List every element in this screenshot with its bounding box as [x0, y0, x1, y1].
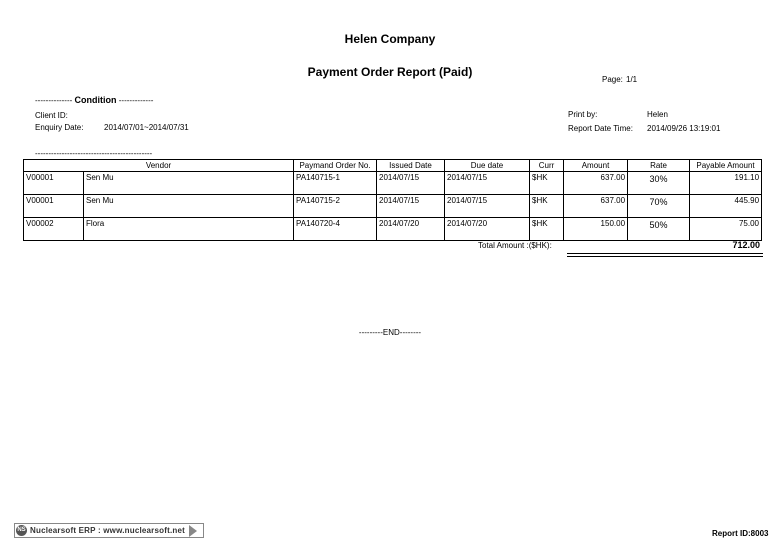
enquiry-date-value: 2014/07/01~2014/07/31: [104, 123, 189, 132]
report-title: Payment Order Report (Paid): [307, 65, 473, 79]
due-date: 2014/07/20: [445, 218, 530, 241]
vendor-name: Sen Mu: [84, 172, 294, 195]
vendor-name: Sen Mu: [84, 195, 294, 218]
page-label: Page:: [602, 75, 623, 84]
col-amount: Amount: [564, 160, 628, 172]
page-number: 1/1: [626, 75, 638, 84]
rate: 70%: [628, 195, 690, 218]
currency: $HK: [530, 195, 564, 218]
total-double-underline: [567, 253, 763, 257]
report-id: Report ID:8003: [712, 529, 769, 538]
condition-dashes-right: -------------: [118, 96, 154, 105]
condition-heading: [35, 95, 153, 105]
col-due-date: Due date: [445, 160, 530, 172]
col-rate: Rate: [628, 160, 690, 172]
col-order-no: Paymand Order No.: [294, 160, 377, 172]
arrow-tail-icon: [189, 525, 197, 537]
nuclearsoft-logo-banner: [14, 523, 204, 538]
total-amount-label: Total Amount :($HK):: [478, 241, 552, 250]
table-header-row: [24, 160, 762, 172]
rate: 30%: [628, 172, 690, 195]
issued-date: 2014/07/15: [377, 172, 445, 195]
due-date: 2014/07/15: [445, 172, 530, 195]
order-no: PA140715-1: [294, 172, 377, 195]
payment-table: [23, 159, 762, 241]
table-row: [24, 195, 762, 218]
issued-date: 2014/07/15: [377, 195, 445, 218]
report-date-value: 2014/09/26 13:19:01: [647, 124, 721, 133]
order-no: PA140715-2: [294, 195, 377, 218]
amount: 637.00: [564, 172, 628, 195]
condition-dashes-left: --------------: [35, 96, 73, 105]
amount: 150.00: [564, 218, 628, 241]
report-date-label: Report Date Time:: [568, 124, 633, 133]
nuclearsoft-brand-text: Nuclearsoft ERP : www.nuclearsoft.net: [30, 526, 185, 535]
vendor-code: V00001: [24, 172, 84, 195]
payable-amount: 75.00: [690, 218, 762, 241]
due-date: 2014/07/15: [445, 195, 530, 218]
vendor-code: V00002: [24, 218, 84, 241]
col-payable: Payable Amount: [690, 160, 762, 172]
enquiry-date-label: Enquiry Date:: [35, 123, 84, 132]
client-id-label: Client ID:: [35, 111, 68, 120]
col-vendor: Vendor: [24, 160, 294, 172]
col-curr: Curr: [530, 160, 564, 172]
condition-label: Condition: [74, 95, 117, 105]
nuclearsoft-logo-icon: NS: [16, 525, 27, 536]
total-amount-value: 712.00: [732, 240, 760, 250]
currency: $HK: [530, 172, 564, 195]
col-issued-date: Issued Date: [377, 160, 445, 172]
vendor-code: V00001: [24, 195, 84, 218]
condition-separator: --------------------------------------------: [35, 149, 153, 158]
print-by-label: Print by:: [568, 110, 598, 119]
payable-amount: 445.90: [690, 195, 762, 218]
table-row: [24, 172, 762, 195]
payable-amount: 191.10: [690, 172, 762, 195]
print-by-value: Helen: [647, 110, 668, 119]
company-name: Helen Company: [344, 32, 436, 46]
table-row: [24, 218, 762, 241]
amount: 637.00: [564, 195, 628, 218]
issued-date: 2014/07/20: [377, 218, 445, 241]
currency: $HK: [530, 218, 564, 241]
rate: 50%: [628, 218, 690, 241]
order-no: PA140720-4: [294, 218, 377, 241]
end-marker: ---------END--------: [358, 328, 422, 337]
vendor-name: Flora: [84, 218, 294, 241]
